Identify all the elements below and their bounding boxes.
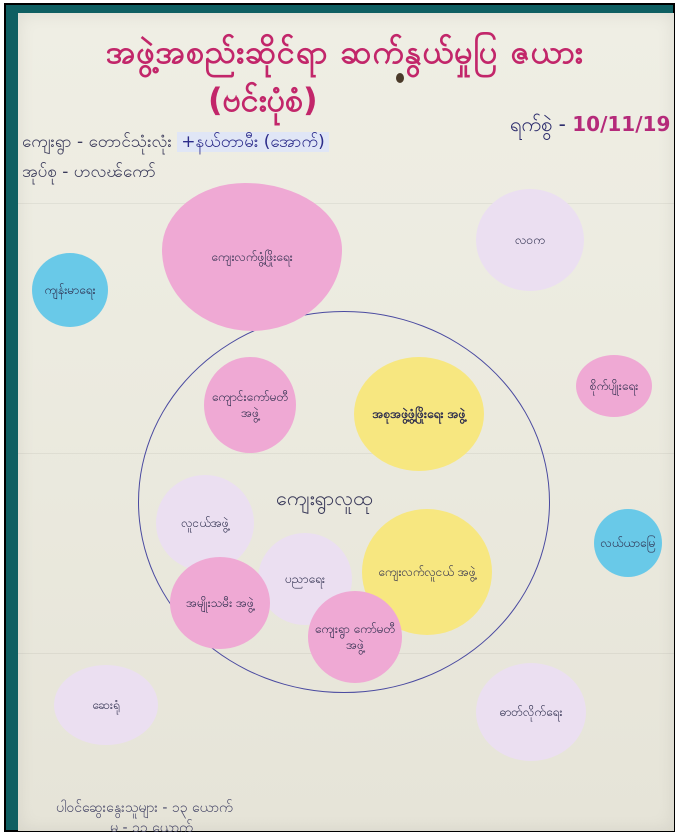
circle-township: ဆေးရုံ xyxy=(54,665,158,745)
paper-fold xyxy=(18,203,674,204)
circle-farmers: လယ်ယာမြေ xyxy=(594,509,662,577)
participants-total: ပါဝင်ဆွေးနွေးသူများ - ၁၃ ယောက် xyxy=(56,800,233,816)
participants-female: မ - ၁၁ ယောက် xyxy=(110,820,193,836)
circle-ngo: လဝက xyxy=(476,189,584,291)
circle-womens-group: အမျိုးသမီး အဖွဲ့ xyxy=(170,557,270,649)
village-value: +နယ်တာမီး (အောက်) xyxy=(177,132,329,152)
circle-agriculture: စိုက်ပျိုးရေး xyxy=(576,355,652,417)
village-line xyxy=(22,131,329,156)
circle-health: ကျန်းမာရေး xyxy=(32,253,108,327)
circle-funeral-group: ကျေးလက်လူငယ် အဖွဲ့ xyxy=(362,509,492,635)
poster-subtitle: (ဗင်းပုံစံ) xyxy=(208,81,318,119)
paper-sheet xyxy=(18,13,674,836)
date-label: ရက်စွဲ - xyxy=(510,112,566,136)
date-line xyxy=(510,111,670,141)
circle-electricity: ဓာတ်လိုက်ရေး xyxy=(476,663,586,761)
date-value: 10/11/19 xyxy=(572,112,671,136)
circle-village-admin: ကျေးလက်ဖွံ့ဖြိုးရေး xyxy=(162,183,342,331)
village-label: ကျေးရွာ - တောင်သုံးလုံး xyxy=(22,132,172,152)
circle-social-group: ကျေးရွာ ကော်မတီ အဖွဲ့ xyxy=(308,591,402,683)
poster-board xyxy=(4,3,675,836)
community-label: ကျေးရွာလူထု xyxy=(276,486,373,510)
circle-education: ပညာရေး xyxy=(258,533,352,625)
circle-development-group: အစုအဖွဲ့ဖွံ့ဖြိုးရေး အဖွဲ့ xyxy=(354,357,484,471)
circle-religious-group: ကျောင်းကော်မတီ အဖွဲ့ xyxy=(204,357,296,453)
poster-title: အဖွဲ့အစည်းဆိုင်ရာ ဆက်နွယ်မှုပြ ဇယား xyxy=(106,33,584,71)
circle-youth-group: လူငယ်အဖွဲ့ xyxy=(156,475,254,571)
tract-line: အုပ်စု - ဟလၽ်ကော် xyxy=(22,162,156,182)
